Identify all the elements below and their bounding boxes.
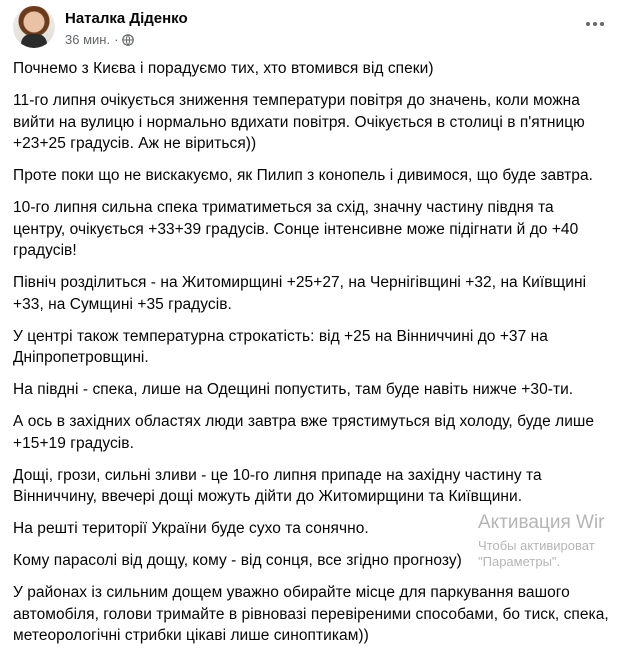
- more-dots-icon[interactable]: [583, 14, 607, 34]
- post-paragraph: А ось в західних областях люди завтра вже трястимуться від холоду, буде лише +15+19 градусів.: [13, 413, 595, 452]
- post-time[interactable]: 36 мин.: [65, 32, 111, 47]
- post-paragraph: 11-го липня очікується зниження температури повітря до значень, коли можна вийти на вулицю і нормально вдихати повітря. Очікується в столиці в п'ятницю +23+25 градусів. Аж не віриться)): [13, 92, 585, 152]
- watermark-line: Чтобы активироват: [478, 538, 595, 553]
- post-meta: [65, 32, 134, 47]
- post-paragraph: У центрі також температурна строкатість: від +25 на Вінниччині до +37 на Дніпропетровщині.: [13, 327, 548, 366]
- post-paragraph: Дощі, грози, сильні зливи - це 10-го липня припаде на західну частину та Вінниччину, ввечері дощі можуть дійти до Житомирщини та Київщини.: [13, 466, 542, 505]
- post-paragraph: У районах із сильним дощем уважно обирайте місце для паркування вашого автомобіля, голови тримайте в рівновазі перевіреними способами, бо тиск, спека, метеорологічні стрибки цікаві лише синоптикам)): [13, 584, 609, 644]
- post-paragraph: Північ розділиться - на Житомирщині +25+27, на Чернігівщині +32, на Київщині +33, на Сумщині +35 градусів.: [13, 274, 587, 313]
- post-paragraph: Почнемо з Києва і порадуємо тих, хто втомився від спеки): [13, 60, 434, 77]
- post-header: [13, 6, 613, 50]
- globe-icon[interactable]: [122, 34, 134, 46]
- watermark-line: "Параметры".: [478, 554, 561, 569]
- post-paragraph: 10-го липня сильна спека триматиметься за схід, значну частину півдня та центру, очікується +33+39 градусів. Сонце інтенсивне може підігнати й до +40 градусів!: [13, 199, 579, 259]
- post-body: [13, 58, 609, 657]
- author-name[interactable]: Наталка Діденко: [65, 10, 188, 27]
- watermark-title: Активация Wir: [478, 512, 605, 533]
- author-avatar[interactable]: [13, 6, 55, 48]
- post-paragraph: На півдні - спека, лише на Одещині попустить, там буде навіть нижче +30-ти.: [13, 381, 574, 398]
- post-paragraph: На решті території України буде сухо та сонячно.: [13, 520, 369, 537]
- meta-separator: ·: [114, 32, 119, 47]
- post-paragraph: Кому парасолі від дощу, кому - від сонця, все згідно прогнозу): [13, 552, 462, 569]
- post-paragraph: Проте поки що не вискакуємо, як Пилип з конопель і дивимося, що буде завтра.: [13, 167, 594, 184]
